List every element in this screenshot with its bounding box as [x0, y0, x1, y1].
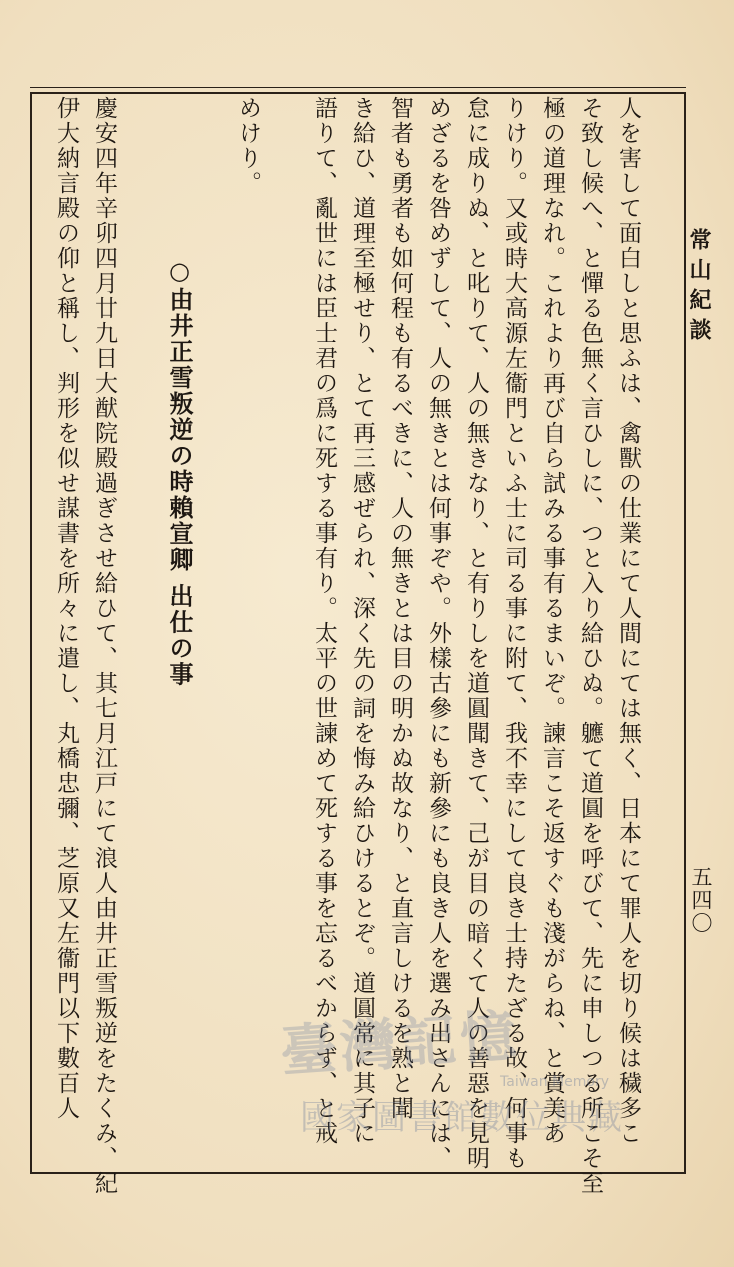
text-column-2: そ致し候へ、と憚る色無く言ひしに、つと入り給ひぬ。軈て道圓を呼びて、先に申しつる所こそ至 — [577, 96, 603, 1196]
watermark-sub: 國家圖書館數位典藏 — [300, 1098, 624, 1138]
text-column-8: き給ひ、道理至極せり、とて再三感ぜられ、深く先の詞を悔み給ひけるとぞ。道圓常に其子に — [349, 96, 375, 1146]
text-column-7: 智者も勇者も如何程も有るべきに、人の無きとは目の明かぬ故なり、と直言しけるを熟と聞 — [387, 96, 413, 1121]
heading-text: 由井正雪叛逆の時賴宣卿 出仕の事 — [165, 287, 194, 688]
text-column-10: めけり。 — [235, 96, 261, 196]
page-number: 五四〇 — [689, 866, 713, 935]
top-rule — [30, 87, 686, 88]
text-column-12: 伊大納言殿の仰と稱し、判形を似せ謀書を所々に遣し、丸橋忠彌、芝原又左衞門以下數百人 — [53, 96, 79, 1121]
text-column-9: 語りて、亂世には臣士君の爲に死する事有り。太平の世諫めて死する事を忘るべからず、と戒 — [311, 96, 337, 1146]
text-column-11: 慶安四年辛卯四月廿九日大猷院殿過ぎさせ給ひて、其七月江戸にて浪人由井正雪叛逆をたくみ、紀 — [91, 96, 117, 1196]
section-heading — [162, 256, 197, 687]
watermark-main: 臺灣記憶 — [278, 1003, 523, 1086]
text-column-3: 極の道理なれ。これより再び自ら試みる事有るまいぞ。諫言こそ返すぐも淺がらね、と賞美あ — [539, 96, 565, 1146]
book-title: 常山紀談 — [686, 228, 712, 348]
watermark-english: Taiwan Memory — [500, 1074, 609, 1090]
text-column-5: 怠に成りぬ、と叱りて、人の無きなり、と有りしを道圓聞きて、己が目の暗くて人の善惡を見明 — [463, 96, 489, 1171]
heading-mark: ○ — [165, 256, 194, 287]
text-column-4: りけり。又或時大高源左衞門といふ士に司る事に附て、我不幸にして良き士持たざる故、何事も — [501, 96, 527, 1171]
text-column-6: めざるを咎めずして、人の無きとは何事ぞや。外樣古參にも新參にも良き人を選み出さんには、 — [425, 96, 451, 1171]
text-column-1: 人を害して面白しと思ふは、禽獸の仕業にて人間にては無く、日本にて罪人を切り候は穢多こ — [615, 96, 641, 1146]
